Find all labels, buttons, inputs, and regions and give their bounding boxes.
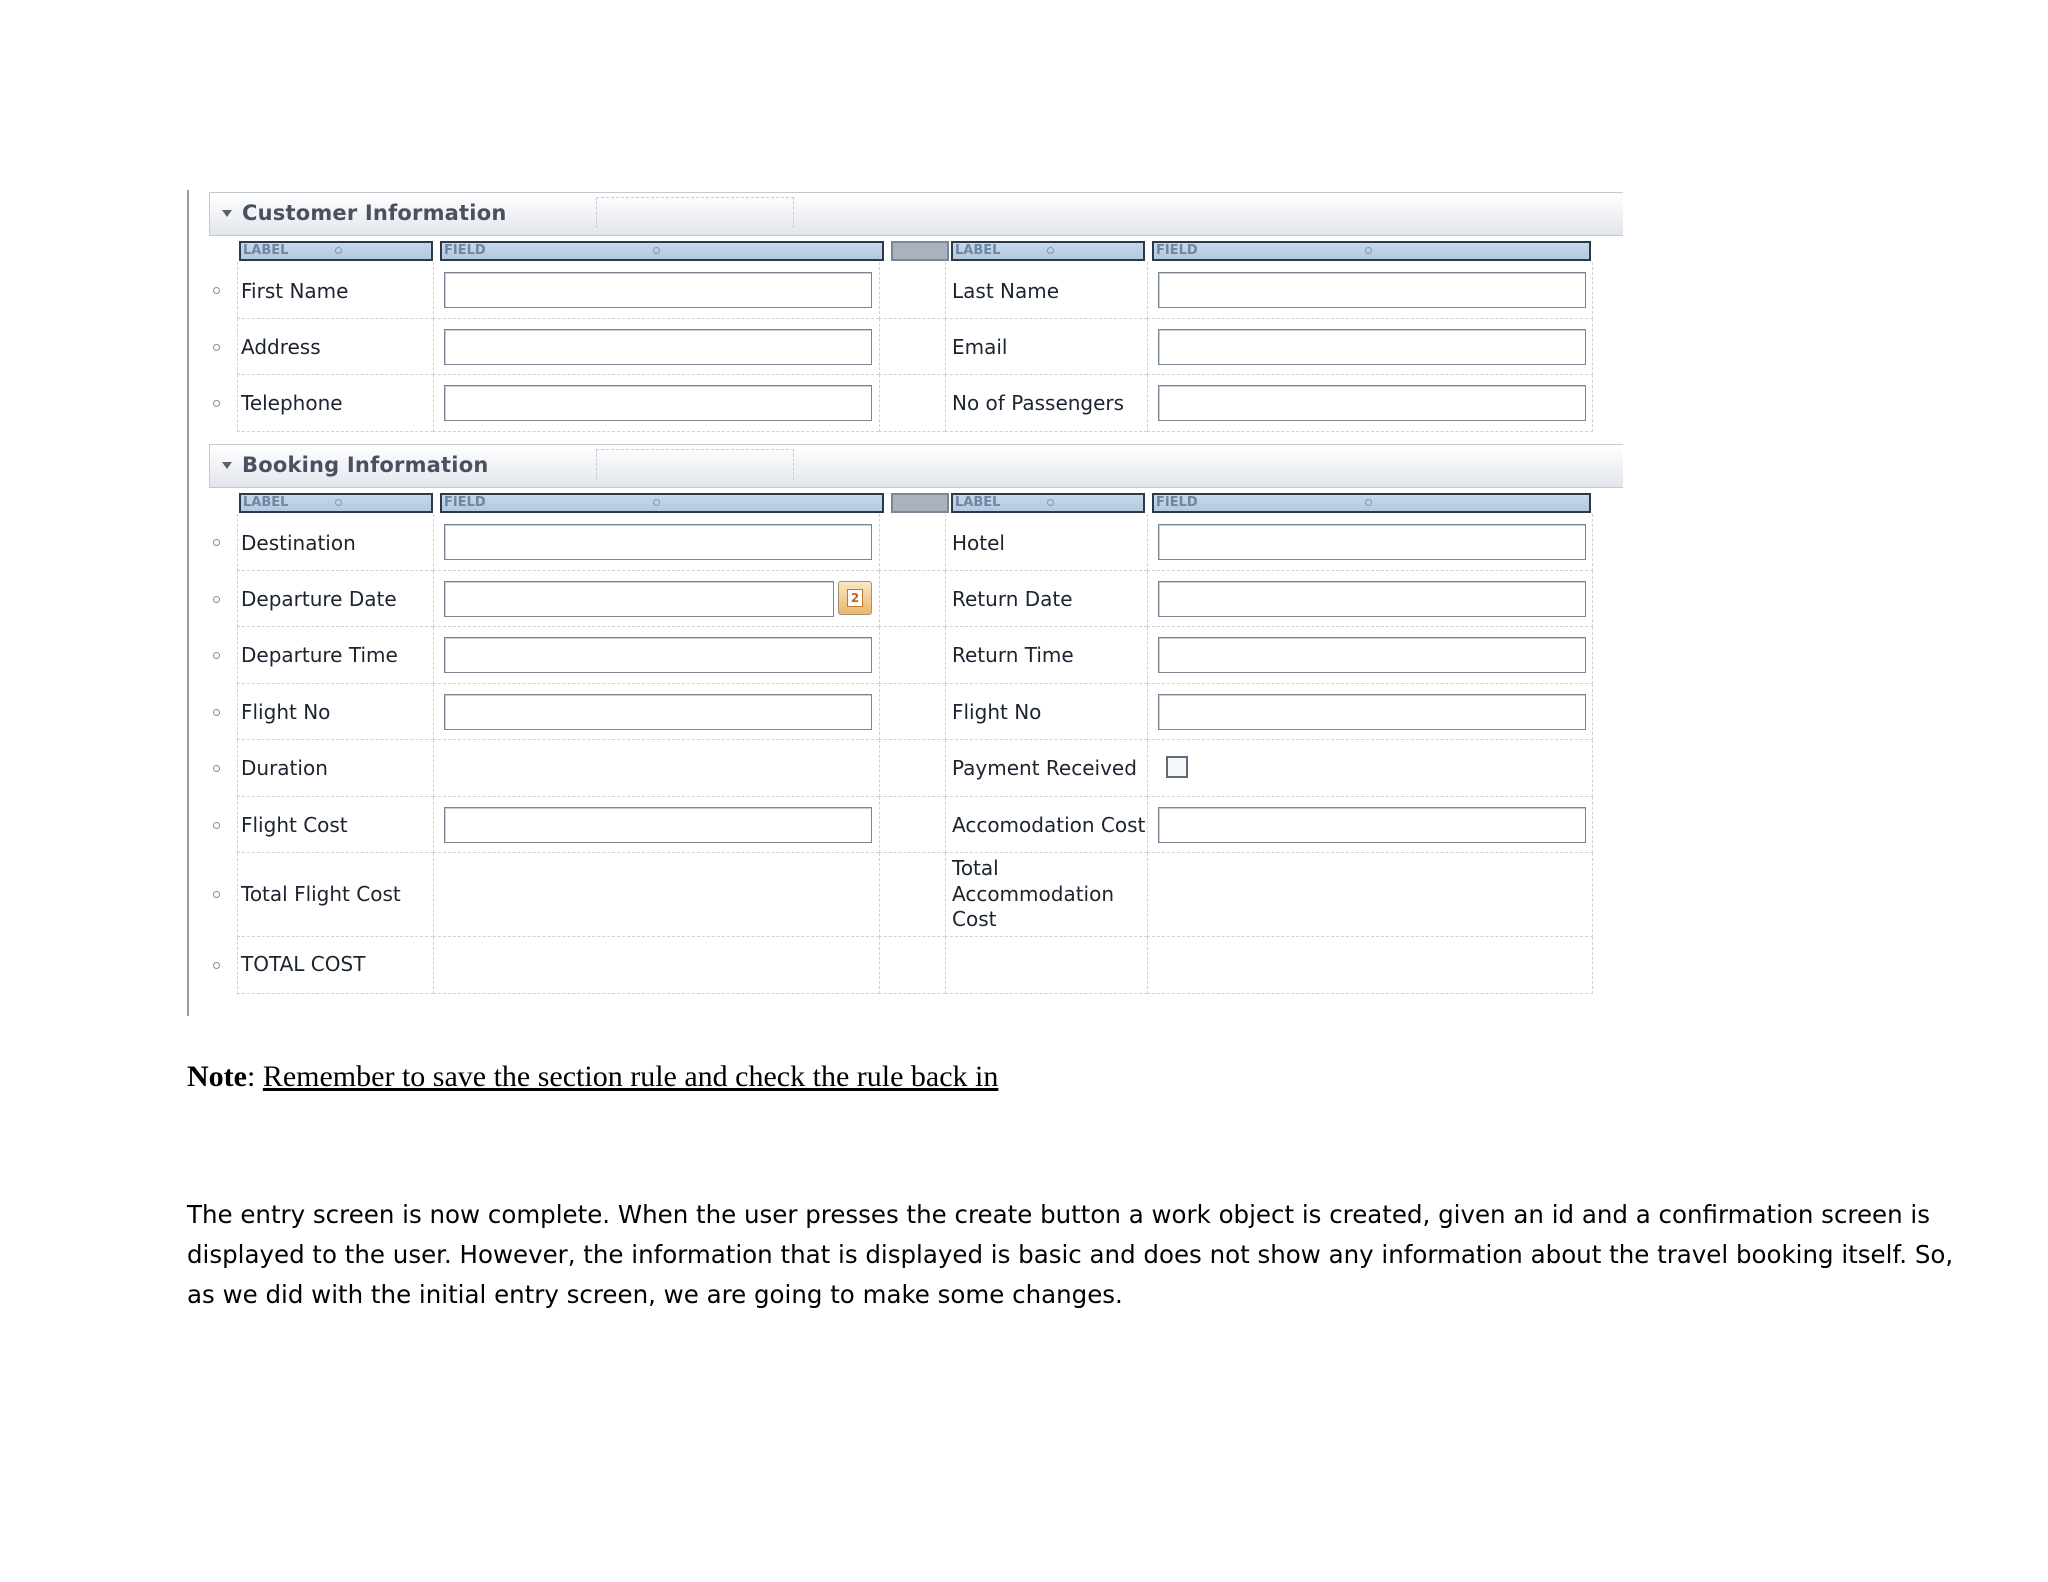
field-label: Return Date xyxy=(952,587,1073,611)
spacer-cell xyxy=(879,571,945,627)
return-time-input[interactable] xyxy=(1158,637,1586,673)
field-column-header xyxy=(1152,241,1591,261)
field-label: Departure Date xyxy=(241,587,397,611)
telephone-input[interactable] xyxy=(444,385,872,421)
label-cell xyxy=(945,514,1147,571)
spacer-cell xyxy=(879,740,945,797)
field-cell xyxy=(1147,684,1593,740)
return-flight-no-input[interactable] xyxy=(1158,694,1586,730)
field-label: Flight No xyxy=(241,700,331,724)
field-label: TOTAL COST xyxy=(241,952,366,976)
field-cell xyxy=(433,937,879,994)
body-paragraph xyxy=(187,1195,1954,1315)
row-dot-icon xyxy=(213,962,220,969)
return-date-input[interactable] xyxy=(1158,581,1586,617)
field-label: Last Name xyxy=(952,279,1060,303)
field-label: Accomodation Cost xyxy=(952,813,1146,837)
header-dot-icon xyxy=(1047,499,1054,506)
label-cell xyxy=(237,627,433,684)
paragraph-line: displayed to the user. However, the information that is displayed is basic and does not show any information about the travel booking itself. So, xyxy=(187,1240,1954,1269)
header-dot-icon xyxy=(1365,499,1372,506)
spacer-cell xyxy=(879,514,945,571)
form-row xyxy=(209,797,1623,853)
label-cell xyxy=(945,797,1147,853)
flight-cost-input[interactable] xyxy=(444,807,872,843)
field-column-header xyxy=(440,241,884,261)
header-dot-icon xyxy=(1047,247,1054,254)
label-cell xyxy=(237,684,433,740)
header-text: FIELD xyxy=(1156,495,1198,510)
header-text: LABEL xyxy=(955,495,1001,510)
note-line xyxy=(187,1060,998,1094)
first-name-input[interactable] xyxy=(444,272,872,308)
label-cell xyxy=(945,853,1147,937)
field-label-line: Total xyxy=(952,856,999,880)
form-row xyxy=(209,514,1623,571)
field-label: Hotel xyxy=(952,531,1005,555)
label-cell xyxy=(945,684,1147,740)
accomodation-cost-input[interactable] xyxy=(1158,807,1586,843)
spacer-cell xyxy=(879,684,945,740)
field-cell xyxy=(1147,937,1593,994)
label-cell xyxy=(237,375,433,432)
field-cell xyxy=(1147,797,1593,853)
collapse-triangle-icon[interactable] xyxy=(222,210,232,217)
row-dot-icon xyxy=(213,539,220,546)
form-row xyxy=(209,853,1623,937)
email-input[interactable] xyxy=(1158,329,1586,365)
address-input[interactable] xyxy=(444,329,872,365)
collapse-triangle-icon[interactable] xyxy=(222,462,232,469)
outbound-flight-no-input[interactable] xyxy=(444,694,872,730)
field-cell xyxy=(433,684,879,740)
form-row xyxy=(209,375,1623,432)
section-title: Booking Information xyxy=(242,453,489,477)
spacer-column-header xyxy=(891,241,949,261)
header-text: LABEL xyxy=(243,495,289,510)
label-column-header xyxy=(951,241,1145,261)
field-cell xyxy=(1147,740,1593,797)
form-row xyxy=(209,627,1623,684)
form-row xyxy=(209,740,1623,797)
booking-information-section xyxy=(209,444,1623,1004)
label-cell xyxy=(237,571,433,627)
section-title: Customer Information xyxy=(242,201,507,225)
field-label-line: Accommodation xyxy=(952,882,1115,906)
row-dot-icon xyxy=(213,765,220,772)
field-cell xyxy=(1147,262,1593,319)
field-label: Flight No xyxy=(952,700,1042,724)
form-row xyxy=(209,684,1623,740)
label-cell xyxy=(945,375,1147,432)
field-label: Return Time xyxy=(952,643,1074,667)
header-placeholder xyxy=(596,197,794,228)
label-column-header xyxy=(239,493,433,513)
last-name-input[interactable] xyxy=(1158,272,1586,308)
calendar-page-glyph: 2 xyxy=(847,589,863,607)
field-cell xyxy=(433,853,879,937)
field-label: Telephone xyxy=(241,391,343,415)
customer-information-section xyxy=(209,192,1623,432)
field-cell xyxy=(1147,627,1593,684)
field-cell xyxy=(433,740,879,797)
field-cell xyxy=(1147,319,1593,375)
departure-date-input[interactable] xyxy=(444,581,834,617)
field-label: Total Flight Cost xyxy=(241,882,401,906)
field-label: Address xyxy=(241,335,321,359)
row-dot-icon xyxy=(213,891,220,898)
spacer-cell xyxy=(879,627,945,684)
field-cell xyxy=(1147,853,1593,937)
field-cell xyxy=(433,797,879,853)
header-text: LABEL xyxy=(955,243,1001,258)
label-cell xyxy=(237,740,433,797)
note-prefix: Note xyxy=(187,1060,247,1093)
field-label: Flight Cost xyxy=(241,813,348,837)
paragraph-line: The entry screen is now complete. When the user presses the create button a work object is created, given an id and a confirmation screen is xyxy=(187,1200,1930,1229)
header-dot-icon xyxy=(653,499,660,506)
field-cell xyxy=(433,514,879,571)
spacer-cell xyxy=(879,853,945,937)
field-label: Departure Time xyxy=(241,643,398,667)
header-text: FIELD xyxy=(1156,243,1198,258)
form-row xyxy=(209,571,1623,627)
form-row xyxy=(209,262,1623,319)
field-label-line: Cost xyxy=(952,907,997,931)
label-cell xyxy=(237,514,433,571)
header-text: FIELD xyxy=(444,495,486,510)
field-cell xyxy=(1147,375,1593,432)
field-cell xyxy=(433,319,879,375)
spacer-cell xyxy=(879,262,945,319)
spacer-column-header xyxy=(891,493,949,513)
field-label: Destination xyxy=(241,531,356,555)
destination-input[interactable] xyxy=(444,524,872,560)
booking-section-header[interactable] xyxy=(209,444,1623,488)
field-label: No of Passengers xyxy=(952,391,1125,415)
row-dot-icon xyxy=(213,709,220,716)
payment-received-checkbox[interactable] xyxy=(1166,756,1188,778)
row-dot-icon xyxy=(213,344,220,351)
field-label: Email xyxy=(952,335,1008,359)
label-cell xyxy=(945,262,1147,319)
field-cell xyxy=(433,262,879,319)
spacer-cell xyxy=(879,797,945,853)
spacer-cell xyxy=(879,319,945,375)
header-text: LABEL xyxy=(243,243,289,258)
header-text: FIELD xyxy=(444,243,486,258)
label-cell xyxy=(945,627,1147,684)
label-cell xyxy=(945,571,1147,627)
form-screenshot xyxy=(187,190,1622,1016)
label-cell xyxy=(237,797,433,853)
no-of-passengers-input[interactable] xyxy=(1158,385,1586,421)
field-column-header xyxy=(1152,493,1591,513)
customer-section-header[interactable] xyxy=(209,192,1623,236)
row-dot-icon xyxy=(213,596,220,603)
spacer-cell xyxy=(879,937,945,994)
label-column-header xyxy=(239,241,433,261)
header-dot-icon xyxy=(335,499,342,506)
note-separator: : xyxy=(246,1060,256,1093)
label-cell xyxy=(945,740,1147,797)
label-cell xyxy=(237,853,433,937)
row-dot-icon xyxy=(213,287,220,294)
label-cell xyxy=(237,262,433,319)
field-cell xyxy=(433,571,879,627)
departure-time-input[interactable] xyxy=(444,637,872,673)
hotel-input[interactable] xyxy=(1158,524,1586,560)
form-row xyxy=(209,937,1623,994)
row-dot-icon xyxy=(213,652,220,659)
note-text: Remember to save the section rule and check the rule back in xyxy=(262,1060,999,1093)
header-placeholder xyxy=(596,449,794,480)
paragraph-line: as we did with the initial entry screen, we are going to make some changes. xyxy=(187,1280,1123,1309)
spacer-cell xyxy=(879,375,945,432)
field-label: Duration xyxy=(241,756,328,780)
label-cell xyxy=(945,937,1147,994)
field-cell xyxy=(1147,571,1593,627)
row-dot-icon xyxy=(213,822,220,829)
calendar-icon[interactable] xyxy=(838,581,872,615)
label-cell xyxy=(237,937,433,994)
field-cell xyxy=(1147,514,1593,571)
field-cell xyxy=(433,627,879,684)
header-dot-icon xyxy=(1365,247,1372,254)
row-dot-icon xyxy=(213,400,220,407)
field-cell xyxy=(433,375,879,432)
label-cell xyxy=(945,319,1147,375)
label-cell xyxy=(237,319,433,375)
field-label: First Name xyxy=(241,279,349,303)
field-label: Payment Received xyxy=(952,756,1137,780)
field-column-header xyxy=(440,493,884,513)
form-row xyxy=(209,319,1623,375)
label-column-header xyxy=(951,493,1145,513)
header-dot-icon xyxy=(335,247,342,254)
header-dot-icon xyxy=(653,247,660,254)
